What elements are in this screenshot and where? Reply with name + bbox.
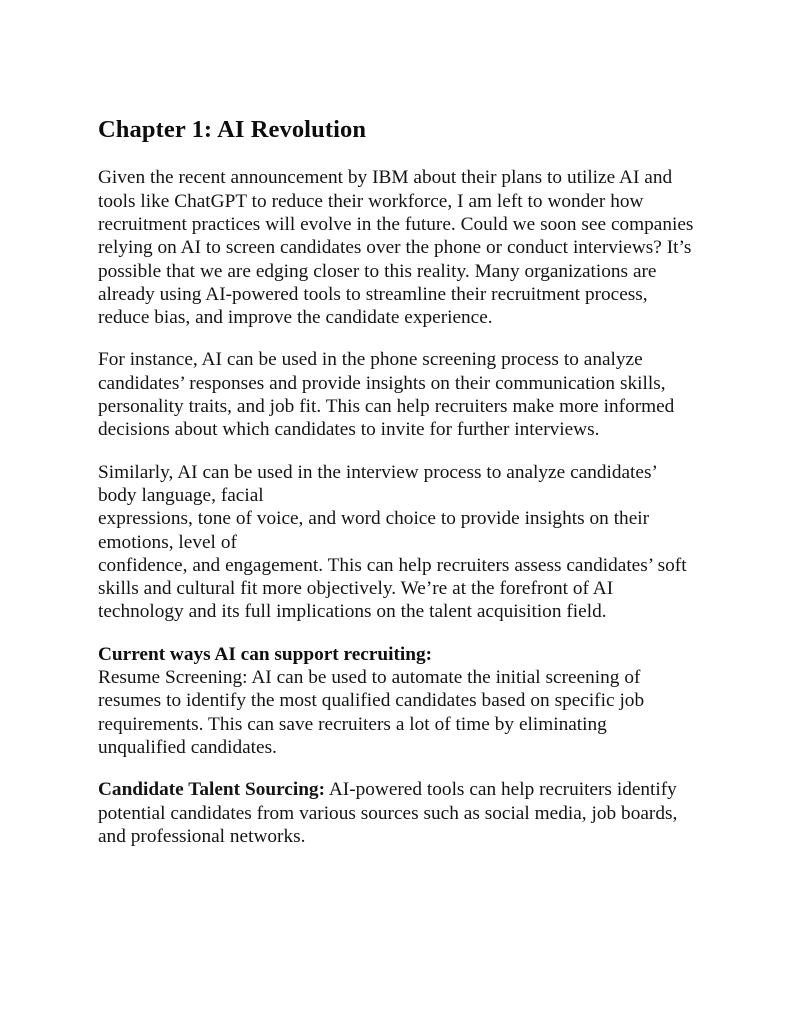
paragraph-interview-line-3: confidence, and engagement. This can help recruiters assess candidates’ soft skills and cultural fit more objectively. We’re at the forefront of AI technology and its full implications on the talent acquisition field. [98, 554, 687, 623]
paragraph-phone-screening: For instance, AI can be used in the phone screening process to analyze candidates’ responses and provide insights on their communication skills, personality traits, and job fit. This can help recruiters make more informed decisions about which candidates to invite for further interviews. [98, 349, 675, 441]
page-title: Chapter 1: AI Revolution [98, 116, 367, 143]
document-text-column [98, 116, 695, 867]
paragraph-intro: Given the recent announcement by IBM about their plans to utilize AI and tools like ChatGPT to reduce their workforce, I am left to wonder how recruitment practices will evolve in the future. Could we soon see companies relying on AI to screen candidates over the phone or conduct interviews? It’s possible that we are edging closer to this reality. Many organizations are already using AI-powered tools to streamline their recruitment process, reduce bias, and improve the candidate experience. [98, 167, 694, 329]
paragraph-candidate-talent-sourcing [98, 778, 695, 848]
paragraph-interview-line-2: expressions, tone of voice, and word choice to provide insights on their emotions, level of [98, 508, 650, 553]
lead-in-candidate-talent-sourcing: Candidate Talent Sourcing: [98, 779, 325, 801]
paragraph-candidate-talent-sourcing-text: AI-powered tools can help recruiters identify potential candidates from various sources such as social media, job boards, and professional networks. [98, 779, 678, 847]
paragraph-resume-screening: Resume Screening: AI can be used to automate the initial screening of resumes to identify the most qualified candidates based on specific job requirements. This can save recruiters a lot of time by eliminating unqualified candidates. [98, 667, 645, 758]
paragraph-interview-line-1: Similarly, AI can be used in the interview process to analyze candidates’ body language, facial [98, 461, 657, 506]
section-heading-current-ways: Current ways AI can support recruiting: [98, 643, 433, 665]
